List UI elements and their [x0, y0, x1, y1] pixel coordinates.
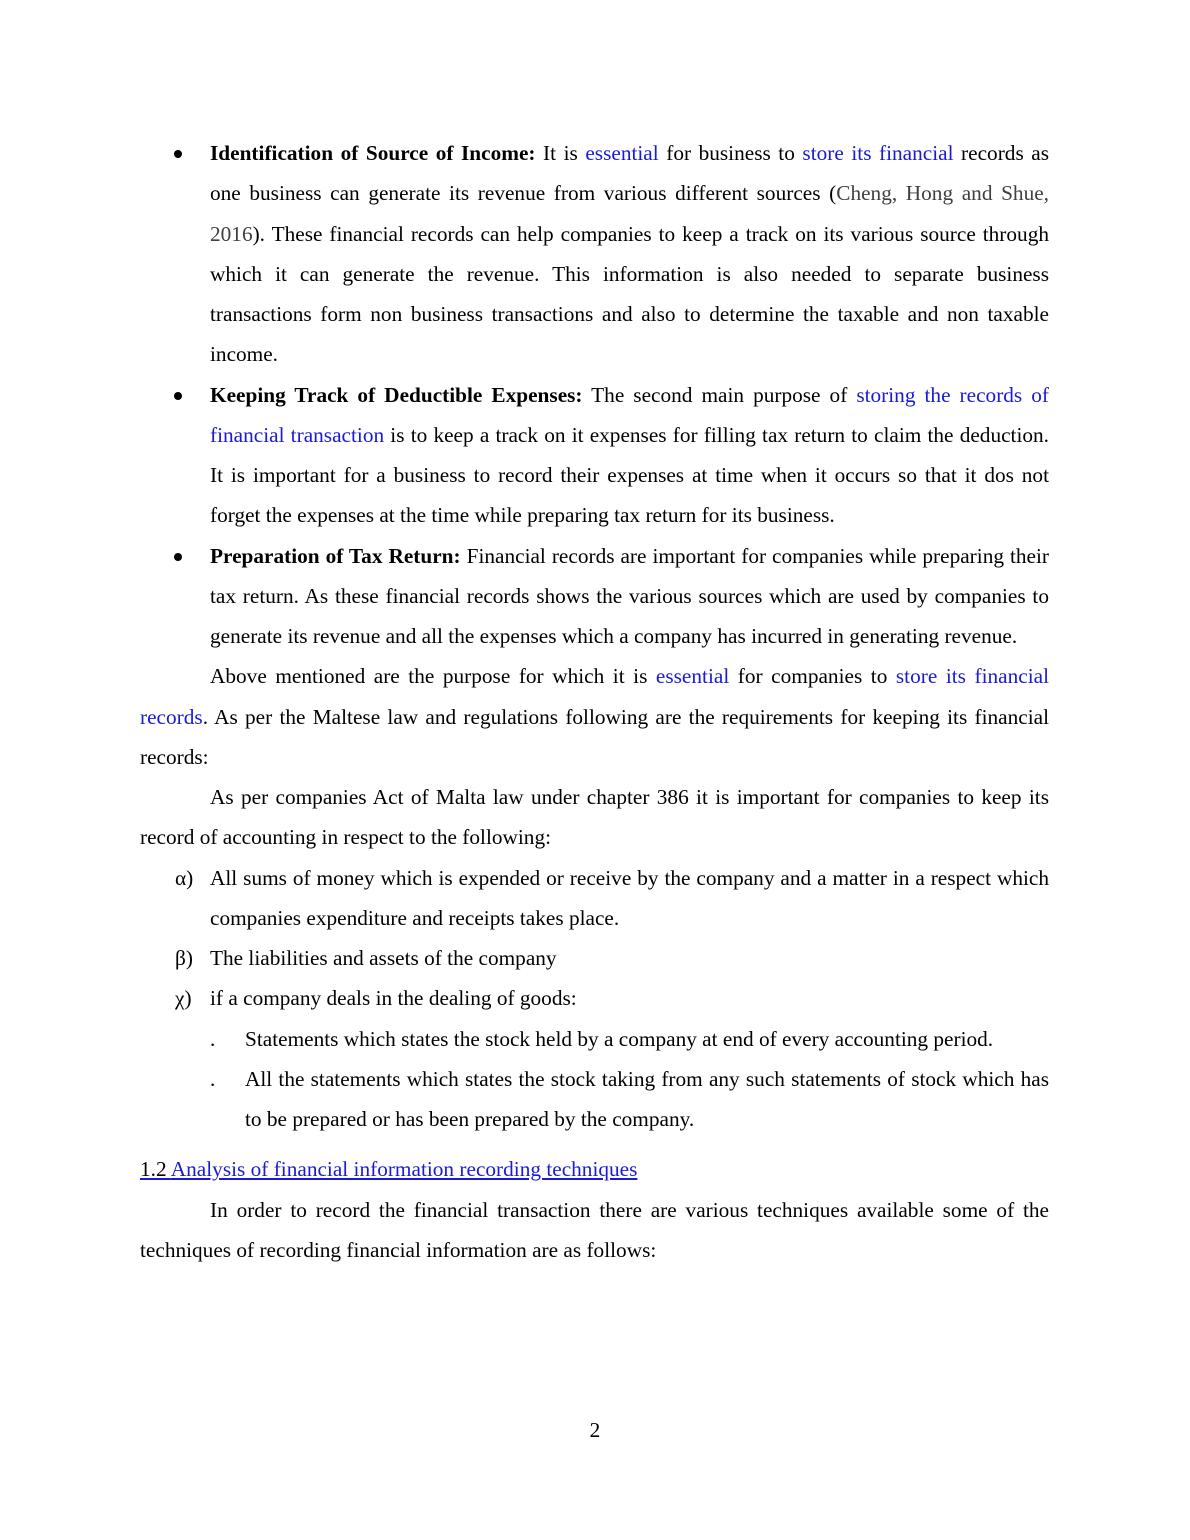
bullet-icon [174, 150, 182, 158]
bullet-text: is to keep a track on it expenses for filling tax return to claim the deduction. It is important for a business to record their expenses at time when it occurs so that it dos not forget the expenses at the time while preparing tax return for its business. [210, 422, 1049, 528]
section-heading[interactable] [140, 1149, 1049, 1189]
paragraph-text: . As per the Maltese law and regulations following are the requirements for keeping its financial records: [140, 704, 1049, 769]
list-marker: χ) [175, 986, 192, 1011]
sub-list-item-text: All the statements which states the stock taking from any such statements of stock which has to be prepared or has been prepared by the company. [245, 1066, 1049, 1131]
list-item-text: if a company deals in the dealing of goods: [210, 986, 577, 1011]
paragraph [140, 656, 1049, 777]
bullet-text: The second main purpose of [582, 382, 857, 407]
bullet-text: ). These financial records can help companies to keep a track on its various source through which it can generate the revenue. This information is also needed to separate business transactions form non business transactions and also to determine the taxable and non taxable income. [210, 221, 1049, 367]
bullet-text: Financial records are important for companies while preparing their tax return. As these financial records shows the various sources which are used by companies to generate its revenue and all the expenses which a company has incurred in generating revenue. [210, 543, 1049, 648]
bullet-title: Keeping Track of Deductible Expenses: [210, 382, 583, 407]
bullet-item [140, 133, 1049, 375]
list-item [140, 978, 1049, 1018]
sub-list-marker: . [210, 1026, 216, 1051]
paragraph-text: Above mentioned are the purpose for which it is [210, 664, 656, 689]
paragraph-text: for companies to [729, 664, 896, 689]
list-marker: α) [175, 865, 194, 890]
bullet-title: Preparation of Tax Return: [210, 543, 461, 568]
hyperlink[interactable]: storing the records of financial transaction [210, 382, 1049, 447]
bullet-icon [174, 392, 182, 400]
sub-list-item [140, 1059, 1049, 1140]
list-item [140, 938, 1049, 978]
bullet-title: Identification of Source of Income: [210, 141, 536, 165]
citation: Cheng, Hong and Shue, 2016 [210, 181, 1049, 246]
sub-list-marker: . [210, 1066, 216, 1091]
hyperlink[interactable]: essential [655, 664, 730, 689]
bullet-text: records as one business can generate its revenue from various different sources ( [210, 141, 1050, 206]
list-item-text: The liabilities and assets of the company [210, 946, 557, 970]
list-marker: β) [175, 946, 193, 970]
bullet-text: for business to [658, 141, 803, 165]
paragraph: In order to record the financial transaction there are various techniques available some of the techniques of recording financial information are as follows: [140, 1197, 1049, 1262]
hyperlink[interactable]: store its financial records [140, 664, 1049, 729]
sub-list-item [140, 1019, 1049, 1059]
section-title: Analysis of financial information recording techniques [170, 1157, 638, 1182]
document-body [140, 133, 1049, 1270]
hyperlink[interactable]: store its financial [802, 141, 954, 165]
bullet-icon [174, 553, 182, 561]
paragraph: As per companies Act of Malta law under chapter 386 it is important for companies to keep its record of accounting in respect to the following: [140, 785, 1049, 850]
list-item-text: All sums of money which is expended or receive by the company and a matter in a respect which companies expenditure and receipts takes place. [210, 865, 1049, 930]
bullet-text: It is [535, 141, 586, 165]
bullet-item [140, 375, 1049, 536]
bullet-item [140, 536, 1049, 657]
page-number: 2 [589, 1418, 601, 1442]
sub-list-item-text: Statements which states the stock held by a company at end of every accounting period. [245, 1026, 994, 1051]
hyperlink[interactable]: essential [585, 141, 659, 165]
list-item [140, 858, 1049, 939]
section-number: 1.2 [140, 1157, 171, 1182]
